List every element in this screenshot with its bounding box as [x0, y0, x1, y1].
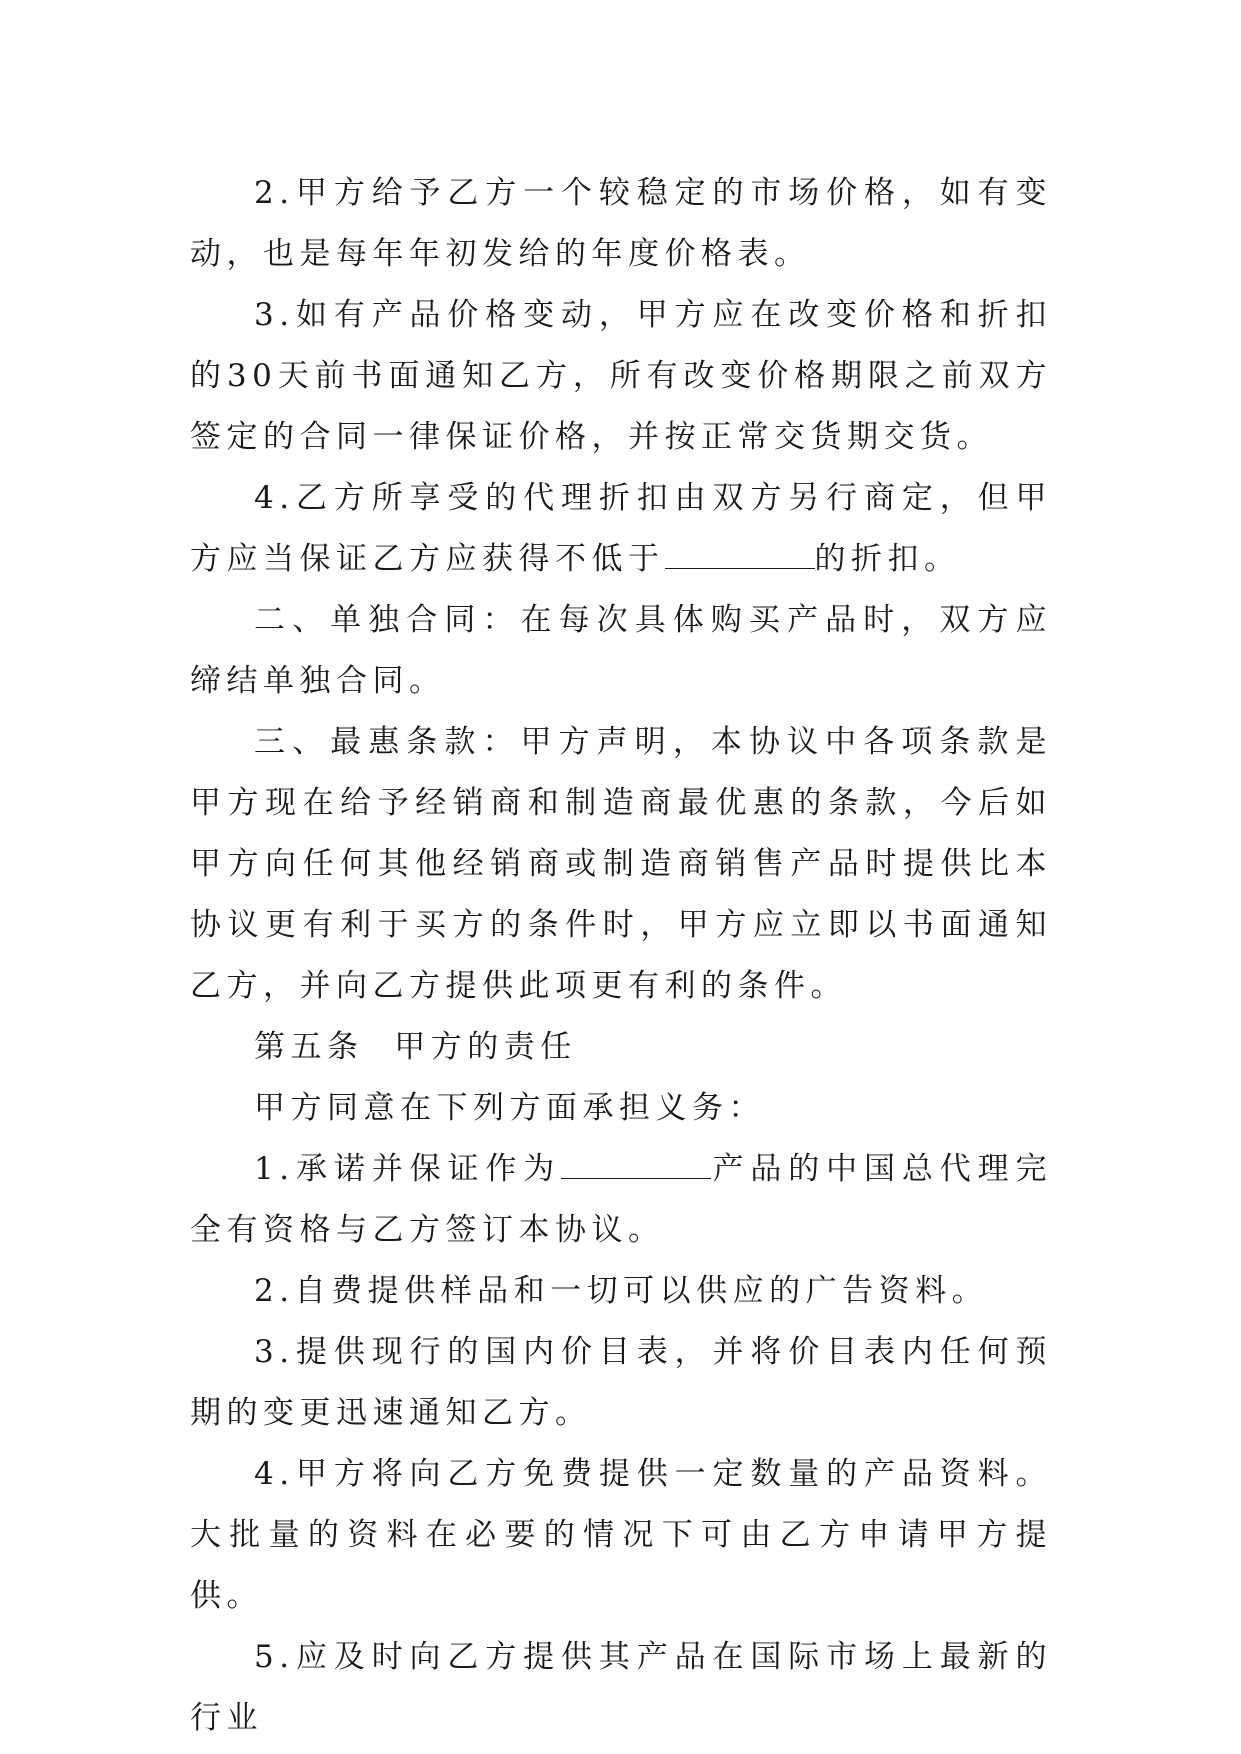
paragraph-obligations-intro: 甲方同意在下列方面承担义务：	[254, 1090, 765, 1126]
paragraph-text-end: 的折扣。	[814, 541, 961, 577]
document-body	[190, 163, 1052, 1749]
paragraph-market-info: 5.应及时向乙方提供其产品在国际市场上最新的行业	[190, 1639, 1052, 1736]
paragraph-text-end: 产品的中国总代理完全有资格与乙方签订本协议。	[190, 1151, 1053, 1248]
paragraph-most-favored-clause: 三、最惠条款：甲方声明，本协议中各项条款是甲方现在给予经销商和制造商最优惠的条款，今后如甲方向任何其他经销商或制造商销售产品时提供比本协议更有利于买方的条件时，甲方应立即以书面通知乙方，并向乙方提供此项更有利的条件。	[190, 724, 1052, 1004]
paragraph-price-stability: 2.甲方给予乙方一个较稳定的市场价格，如有变动，也是每年年初发给的年度价格表。	[190, 175, 1052, 272]
paragraph-price-change-notice: 3.如有产品价格变动，甲方应在改变价格和折扣的30天前书面通知乙方，所有改变价格期限之前双方签定的合同一律保证价格，并按正常交货期交货。	[190, 297, 1052, 455]
paragraph-agency-discount	[190, 468, 1052, 590]
paragraph-agent-qualification	[190, 1139, 1052, 1261]
paragraph-separate-contract: 二、单独合同：在每次具体购买产品时，双方应缔结单独合同。	[190, 602, 1052, 699]
paragraph-samples-ads: 2.自费提供样品和一切可以供应的广告资料。	[254, 1273, 989, 1309]
fill-in-blank-line	[561, 1150, 711, 1179]
paragraph-text-start: 4.乙方所享受的代理折扣由双方另行商定，但甲方应当保证乙方应获得不低于	[190, 480, 1052, 577]
fill-in-blank-line	[665, 540, 815, 569]
paragraph-price-list: 3.提供现行的国内价目表，并将价目表内任何预期的变更迅速通知乙方。	[190, 1334, 1052, 1431]
paragraph-text-start: 1.承诺并保证作为	[254, 1151, 562, 1187]
paragraph-product-materials: 4.甲方将向乙方免费提供一定数量的产品资料。大批量的资料在必要的情况下可由乙方申请甲方提供。	[190, 1456, 1052, 1614]
section-heading-article-5: 第五条 甲方的责任	[254, 1029, 577, 1065]
